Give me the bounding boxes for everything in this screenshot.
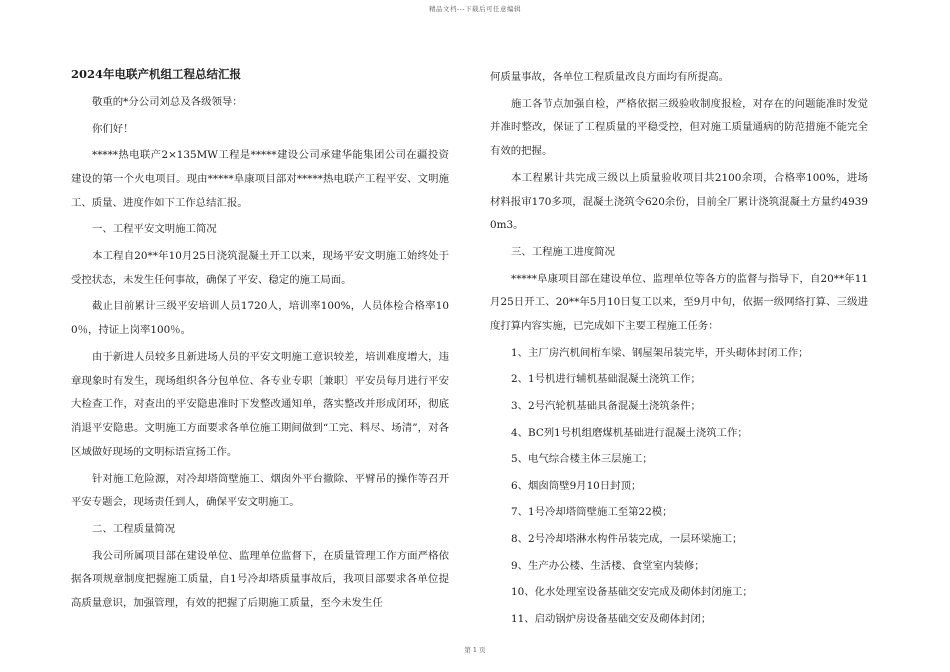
- list-item: 4、BC列1号机组磨煤机基础进行混凝土浇筑工作；: [511, 426, 748, 439]
- body-paragraph: 针对施工危险源，对冷却塔筒壁施工、烟囱外平台撤除、平臂吊的操作等召开平安专题会，现场责任到人，确保平安文明施工。: [71, 472, 449, 509]
- page-header: 精品文档---下载后可任意编辑: [428, 5, 522, 13]
- list-item: 5、电气综合楼主体三层施工；: [511, 453, 653, 466]
- section-heading-progress: 三、工程施工进度简况: [511, 245, 615, 258]
- body-paragraph: 我公司所属项目部在建设单位、监理单位监督下，在质量管理工作方面严格依据各项规章制度把握施工质量，自1号冷却塔质量事故后，我项目部要求各单位提高质量意识，加强管理，有效的把握了后期施工质量，至今未发生任: [71, 549, 449, 610]
- list-item: 10、化水处理室设备基础交安完成及砌体封闭施工；: [511, 586, 753, 599]
- intro-paragraph: *****热电联产2×135MW工程是*****建设公司承建华能集团公司在疆投资建设的第一个火电项目。现由*****阜康项目部对*****热电联产工程平安、文明施工、质量、进度作如下工作总结汇报。: [71, 149, 449, 209]
- list-item: 9、生产办公楼、生活楼、食堂室内装修；: [511, 559, 705, 572]
- body-paragraph: 由于新进人员较多且新进场人员的平安文明施工意识较差，培训难度增大，违章现象时有发生，现场组织各分包单位、各专业专职〔兼职〕平安员每月进行平安大检查工作，对查出的平安隐患准时下发整改通知单，落实整改并形成闭环，彻底消退平安隐患。文明施工方面要求各单位施工期间做到“工完、料尽、场清”，对各区域做好现场的文明标语宣扬工作。: [71, 350, 449, 458]
- body-paragraph: 施工各节点加强自检，严格依据三级验收制度报检，对存在的问题能准时发觉并准时整改，保证了工程质量的平稳受控，但对施工质量通病的防范措施不能完全有效的把握。: [490, 97, 868, 158]
- body-paragraph: 本工程自20**年10月25日浇筑混凝土开工以来，现场平安文明施工始终处于受控状态，未发生任何事故，确保了平安、稳定的施工局面。: [71, 249, 449, 286]
- greeting: 你们好！: [92, 122, 134, 135]
- list-item: 6、烟囱筒壁9月10日封顶；: [511, 479, 642, 492]
- body-paragraph: 本工程累计共完成三级以上质量验收项目共2100余项，合格率100%，进场材料报审170多项，混凝土浇筑令620余份，目前全厂累计浇筑混凝土方量约49390m3。: [490, 171, 868, 232]
- section-heading-quality: 二、工程质量简况: [92, 522, 176, 535]
- left-column: [71, 66, 449, 619]
- body-paragraph: 截止目前累计三级平安培训人员1720人，培训率100%，人员体检合格率100％，持证上岗率100％。: [71, 300, 449, 337]
- right-column: [490, 66, 868, 634]
- salutation: 敬重的*分公司刘总及各级领导：: [92, 96, 243, 108]
- section-heading-safety: 一、工程平安文明施工简况: [92, 223, 217, 236]
- list-item: 3、2号汽轮机基础具备混凝土浇筑条件；: [511, 399, 701, 412]
- body-paragraph-continued: 何质量事故，各单位工程质量改良方面均有所提高。: [490, 71, 729, 83]
- page-number: 第 1 页: [464, 646, 486, 654]
- list-item: 2、1号机进行辅机基础混凝土浇筑工作；: [511, 373, 701, 386]
- list-item: 8、2号冷却塔淋水构件吊装完成，一层环梁施工；: [511, 532, 743, 545]
- list-item: 11、启动锅炉房设备基础交安及砌体封闭；: [511, 612, 712, 625]
- list-item: 1、主厂房汽机间桁车梁、钢屋架吊装完毕，开头砌体封闭工作；: [511, 346, 809, 359]
- list-item: 7、1号冷却塔筒壁施工至第22模；: [511, 506, 673, 519]
- document-title: 2024年电联产机组工程总结汇报: [71, 67, 242, 81]
- body-paragraph: *****阜康项目部在建设单位、监理单位等各方的监督与指导下，自20**年11月25日开工、20**年5月10日复工以来，至9月中旬，依据一级网络打算、三级进度打算内容实施，已完成如下主要工程施工任务：: [490, 272, 868, 333]
